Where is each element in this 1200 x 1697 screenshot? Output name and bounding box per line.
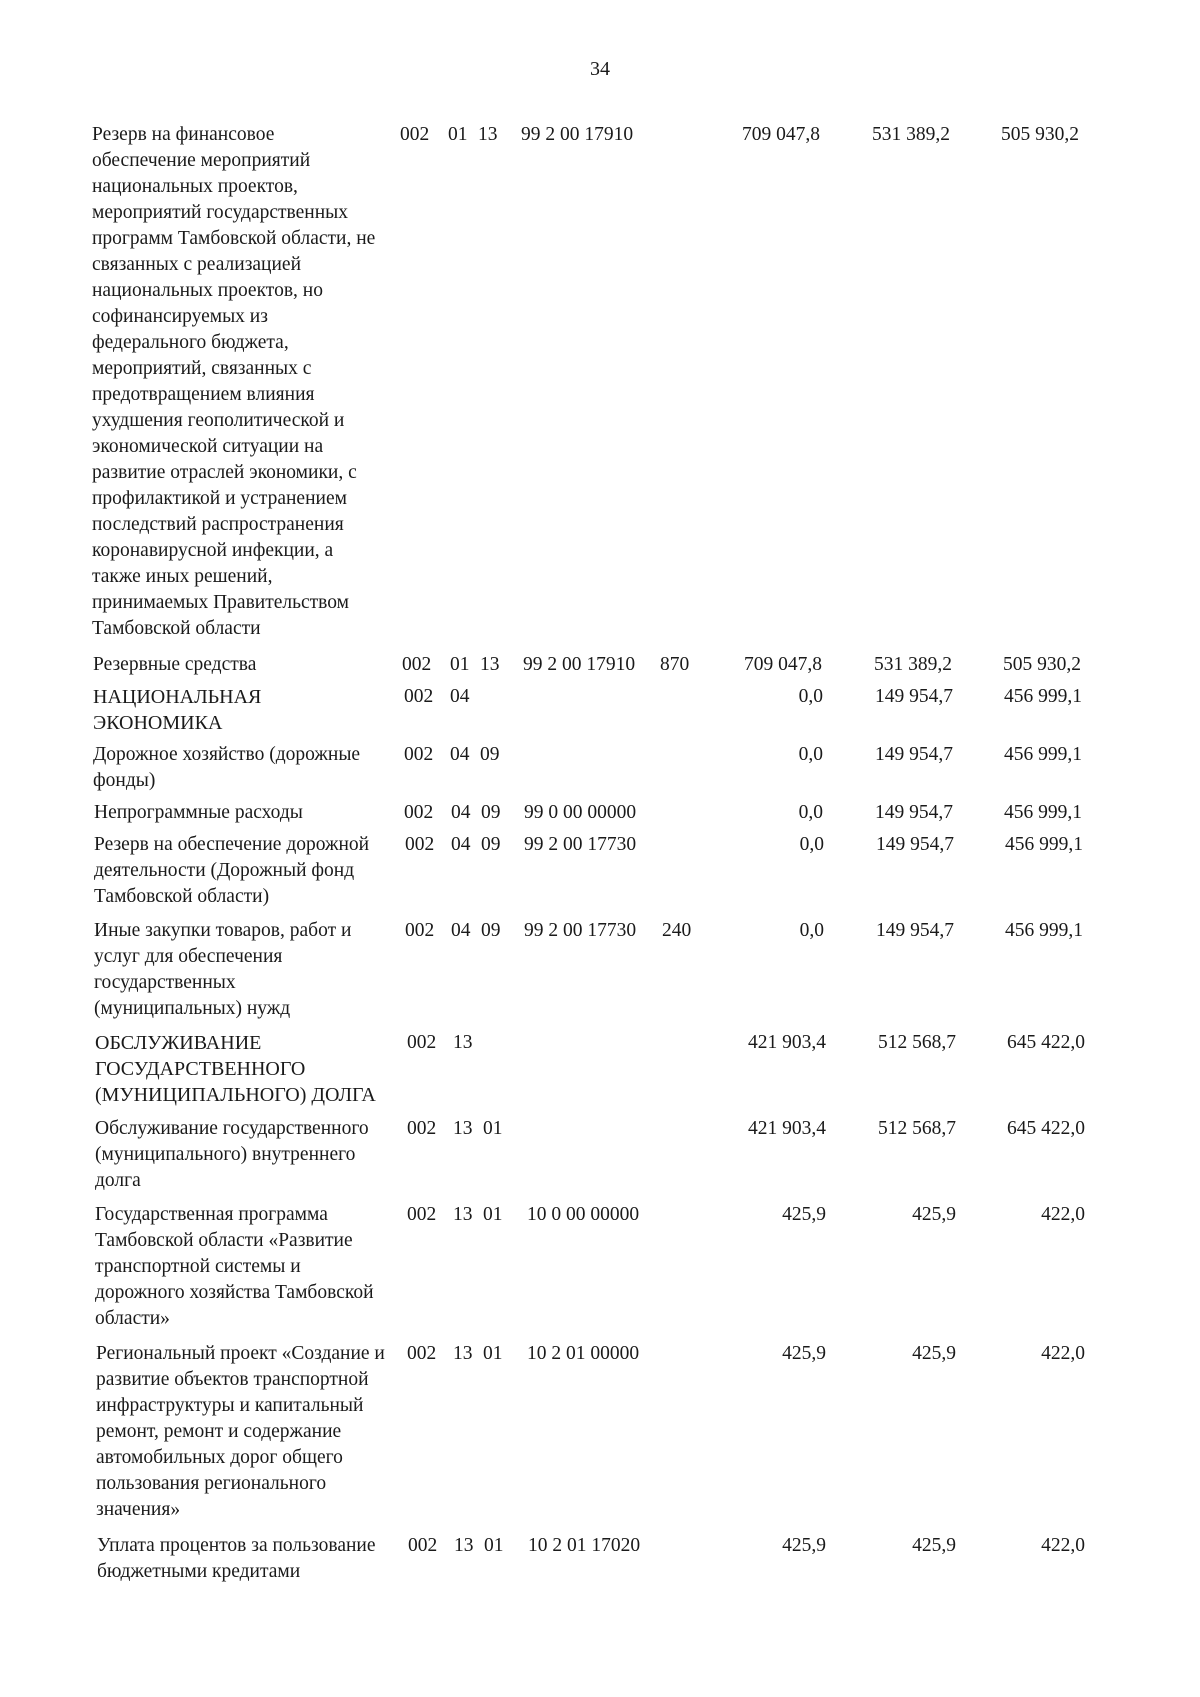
table-row bbox=[95, 1202, 1200, 1332]
ministry-code: 002 bbox=[404, 686, 434, 707]
section-code: 13 bbox=[454, 1535, 474, 1556]
value-year-3: 422,0 bbox=[1041, 1343, 1085, 1364]
table-row bbox=[94, 918, 1200, 1022]
value-year-2: 149 954,7 bbox=[875, 686, 953, 707]
table-row bbox=[97, 1533, 1200, 1585]
value-year-1: 425,9 bbox=[782, 1204, 826, 1225]
ministry-code: 002 bbox=[402, 654, 432, 675]
value-year-2: 512 568,7 bbox=[878, 1118, 956, 1139]
value-year-2: 149 954,7 bbox=[875, 744, 953, 765]
table-row bbox=[94, 832, 1200, 910]
subsection-code: 09 bbox=[481, 834, 501, 855]
table-row bbox=[95, 1116, 1200, 1194]
row-name: Резерв на обеспечение дорожной деятельности (Дорожный фонд Тамбовской области) bbox=[94, 834, 370, 907]
target-article-code: 99 0 00 00000 bbox=[524, 802, 637, 823]
budget-table bbox=[0, 122, 1200, 1585]
section-code: 04 bbox=[450, 686, 470, 707]
table-row bbox=[95, 1030, 1200, 1108]
ministry-code: 002 bbox=[404, 744, 434, 765]
subsection-code: 01 bbox=[483, 1343, 503, 1364]
target-article-code: 10 2 01 17020 bbox=[528, 1535, 641, 1556]
table-row bbox=[93, 652, 1200, 678]
section-code: 13 bbox=[453, 1343, 473, 1364]
value-year-2: 425,9 bbox=[912, 1204, 956, 1225]
value-year-1: 0,0 bbox=[798, 686, 823, 707]
section-code: 13 bbox=[453, 1204, 473, 1225]
row-name: Резервные средства bbox=[93, 654, 257, 675]
ministry-code: 002 bbox=[407, 1032, 437, 1053]
value-year-2: 149 954,7 bbox=[876, 834, 954, 855]
target-article-code: 10 2 01 00000 bbox=[527, 1343, 640, 1364]
value-year-3: 422,0 bbox=[1041, 1535, 1085, 1556]
value-year-1: 0,0 bbox=[798, 744, 823, 765]
value-year-2: 425,9 bbox=[912, 1535, 956, 1556]
section-code: 04 bbox=[450, 744, 470, 765]
table-row bbox=[93, 684, 1200, 736]
ministry-code: 002 bbox=[407, 1118, 437, 1139]
value-year-1: 0,0 bbox=[799, 834, 824, 855]
row-name: Уплата процентов за пользование бюджетными кредитами bbox=[97, 1535, 376, 1582]
value-year-1: 0,0 bbox=[798, 802, 823, 823]
table-row bbox=[96, 1341, 1200, 1523]
row-name: Дорожное хозяйство (дорожные фонды) bbox=[93, 744, 361, 791]
page-number: 34 bbox=[590, 58, 610, 80]
value-year-2: 531 389,2 bbox=[874, 654, 952, 675]
value-year-1: 709 047,8 bbox=[742, 124, 820, 145]
value-year-1: 421 903,4 bbox=[748, 1118, 826, 1139]
target-article-code: 99 2 00 17730 bbox=[524, 920, 637, 941]
row-name: Непрограммные расходы bbox=[94, 802, 303, 823]
value-year-3: 505 930,2 bbox=[1003, 654, 1081, 675]
value-year-1: 425,9 bbox=[782, 1535, 826, 1556]
target-article-code: 99 2 00 17730 bbox=[524, 834, 637, 855]
value-year-1: 0,0 bbox=[799, 920, 824, 941]
table-row bbox=[92, 122, 1200, 642]
subsection-code: 01 bbox=[483, 1204, 503, 1225]
value-year-3: 456 999,1 bbox=[1004, 802, 1082, 823]
ministry-code: 002 bbox=[407, 1343, 437, 1364]
target-article-code: 99 2 00 17910 bbox=[521, 124, 634, 145]
subsection-code: 13 bbox=[478, 124, 498, 145]
subsection-code: 01 bbox=[484, 1535, 504, 1556]
table-row bbox=[94, 800, 1200, 826]
subsection-code: 13 bbox=[480, 654, 500, 675]
subsection-code: 01 bbox=[483, 1118, 503, 1139]
section-code: 04 bbox=[451, 920, 471, 941]
value-year-2: 425,9 bbox=[912, 1343, 956, 1364]
value-year-3: 505 930,2 bbox=[1001, 124, 1079, 145]
value-year-3: 456 999,1 bbox=[1005, 920, 1083, 941]
row-name: Региональный проект «Создание и развитие объектов транспортной инфраструктуры и капитальный ремонт, ремонт и содержание автомобильных дорог общего пользования регионального значения» bbox=[96, 1343, 385, 1520]
ministry-code: 002 bbox=[404, 802, 434, 823]
value-year-3: 645 422,0 bbox=[1007, 1118, 1085, 1139]
row-name: Обслуживание государственного (муниципального) внутреннего долга bbox=[95, 1118, 369, 1191]
row-name: Резерв на финансовое обеспечение мероприятий национальных проектов, мероприятий государственных программ Тамбовской области, не связанных с реализацией национальных проектов, но софинансируемых из федерального бюджета, мероприятий, связанных с предотвращением влияния ухудшения геополитической и экономической ситуации на развитие отраслей экономики, с профилактикой и устранением последствий распространения коронавирусной инфекции, а также иных решений, принимаемых Правительством Тамбовской области bbox=[92, 124, 376, 639]
section-code: 13 bbox=[453, 1118, 473, 1139]
value-year-1: 709 047,8 bbox=[744, 654, 822, 675]
row-name: НАЦИОНАЛЬНАЯ ЭКОНОМИКА bbox=[93, 686, 262, 734]
target-article-code: 10 0 00 00000 bbox=[527, 1204, 640, 1225]
value-year-3: 456 999,1 bbox=[1004, 686, 1082, 707]
row-name: Иные закупки товаров, работ и услуг для обеспечения государственных (муниципальных) нужд bbox=[94, 920, 352, 1019]
row-name: Государственная программа Тамбовской области «Развитие транспортной системы и дорожного хозяйства Тамбовской области» bbox=[95, 1204, 374, 1329]
ministry-code: 002 bbox=[400, 124, 430, 145]
section-code: 01 bbox=[450, 654, 470, 675]
target-article-code: 99 2 00 17910 bbox=[523, 654, 636, 675]
value-year-3: 456 999,1 bbox=[1005, 834, 1083, 855]
value-year-2: 149 954,7 bbox=[876, 920, 954, 941]
section-code: 04 bbox=[451, 802, 471, 823]
value-year-1: 421 903,4 bbox=[748, 1032, 826, 1053]
subsection-code: 09 bbox=[480, 744, 500, 765]
section-code: 04 bbox=[451, 834, 471, 855]
value-year-2: 149 954,7 bbox=[875, 802, 953, 823]
subsection-code: 09 bbox=[481, 920, 501, 941]
ministry-code: 002 bbox=[405, 920, 435, 941]
expense-type-code: 240 bbox=[662, 920, 692, 941]
subsection-code: 09 bbox=[481, 802, 501, 823]
ministry-code: 002 bbox=[405, 834, 435, 855]
value-year-2: 531 389,2 bbox=[872, 124, 950, 145]
value-year-2: 512 568,7 bbox=[878, 1032, 956, 1053]
ministry-code: 002 bbox=[408, 1535, 438, 1556]
row-name: ОБСЛУЖИВАНИЕ ГОСУДАРСТВЕННОГО (МУНИЦИПАЛЬНОГО) ДОЛГА bbox=[95, 1032, 376, 1106]
value-year-3: 422,0 bbox=[1041, 1204, 1085, 1225]
section-code: 13 bbox=[453, 1032, 473, 1053]
table-row bbox=[93, 742, 1200, 794]
value-year-1: 425,9 bbox=[782, 1343, 826, 1364]
value-year-3: 456 999,1 bbox=[1004, 744, 1082, 765]
expense-type-code: 870 bbox=[660, 654, 690, 675]
ministry-code: 002 bbox=[407, 1204, 437, 1225]
value-year-3: 645 422,0 bbox=[1007, 1032, 1085, 1053]
section-code: 01 bbox=[448, 124, 468, 145]
